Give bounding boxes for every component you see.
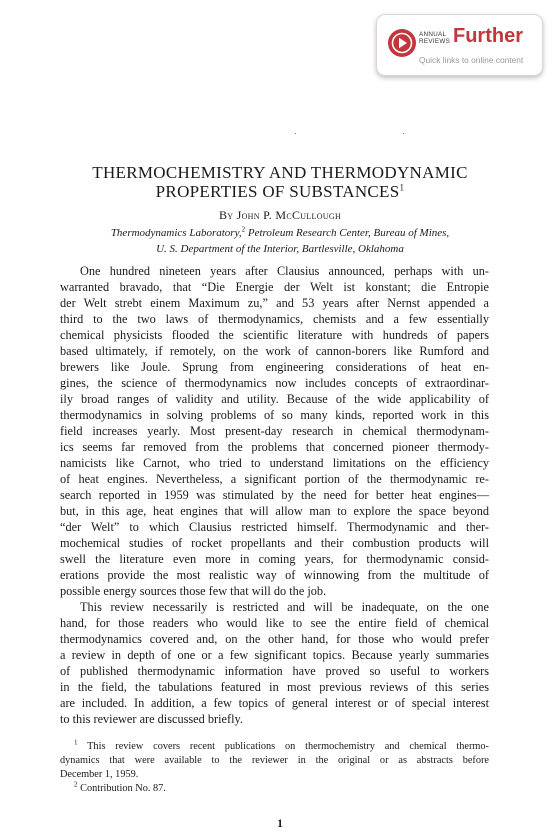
scan-speck bbox=[403, 133, 404, 134]
brand-line-1: ANNUAL bbox=[419, 31, 447, 38]
annual-reviews-wordmark bbox=[419, 31, 450, 45]
footnote-1-line: dynamics that were available to the reviewer in the original or as abstracts before bbox=[60, 755, 489, 766]
affiliation-lab: Thermodynamics Laboratory, bbox=[110, 227, 242, 239]
text-line: a review in depth of one or a few significant topics. Because yearly summaries bbox=[60, 648, 489, 662]
title-footnote-mark: 1 bbox=[399, 182, 405, 193]
text-line: possible energy sources those few that will do the job. bbox=[60, 584, 327, 598]
further-subtitle: Quick links to online content bbox=[419, 55, 524, 65]
text-line: chemical physicists flooded the scientific literature with hundreds of papers bbox=[60, 328, 489, 342]
footnote-2-line bbox=[74, 782, 489, 796]
text-line: “der Welt” to which Clausius restricted himself. Thermodynamic and ther- bbox=[60, 520, 489, 534]
text-line: One hundred nineteen years after Clausius announced, perhaps with un- bbox=[80, 264, 489, 278]
footnote-1-line bbox=[74, 740, 489, 754]
affiliation-line-2: U. S. Department of the Interior, Bartlesville, Oklahoma bbox=[156, 243, 404, 255]
text-line: warranted bravado, that “Die Energie der Welt ist konstant; die Entropie bbox=[60, 280, 489, 294]
text-line: to this reviewer are discussed briefly. bbox=[60, 712, 243, 726]
text-line: mochemical studies of rocket propellants and their combustion products will bbox=[60, 536, 489, 550]
brand-line-2: REVIEWS bbox=[419, 38, 451, 45]
text-line: namicists like Carnot, who tried to understand limitations on the efficiency bbox=[60, 456, 489, 470]
further-banner[interactable] bbox=[376, 14, 543, 76]
annual-reviews-play-icon bbox=[387, 28, 417, 58]
text-line: in the field, the tabulations featured in most previous reviews of this series bbox=[60, 680, 489, 694]
text-line: but, in this age, heat engines that will allow man to explore the space beyond bbox=[60, 504, 489, 518]
text-line: based ultimately, if remotely, on the work of cannon-borers like Rumford and bbox=[60, 344, 489, 358]
footnote-2-mark: 2 bbox=[74, 780, 78, 789]
text-line: field increases yearly. Most present-day research in chemical thermodynam- bbox=[60, 424, 489, 438]
affiliation-center: Petroleum Research Center, Bureau of Mines, bbox=[245, 227, 450, 239]
text-line: thermodynamics covered and, on the other hand, for those who would prefer bbox=[60, 632, 489, 646]
article-title-line-1 bbox=[0, 163, 560, 183]
footnote-1-mark: 1 bbox=[74, 738, 78, 747]
text-line: ics seems far removed from the problems that concerned pioneer thermody- bbox=[60, 440, 489, 454]
page-number: 1 bbox=[277, 818, 283, 830]
text-line: search reported in 1959 was stimulated by the need for better heat engines— bbox=[60, 488, 489, 502]
footnote-1-line: December 1, 1959. bbox=[60, 769, 139, 780]
scan-speck bbox=[295, 133, 296, 134]
footnote-2-text: Contribution No. 87. bbox=[77, 783, 166, 794]
text-line: swell the literature even more in coming years, for thermodynamic consid- bbox=[60, 552, 489, 566]
text-line: hand, for those readers who would like to see the entire field of chemical bbox=[60, 616, 489, 630]
text-line: thermodynamics in solving problems of so many kinds, reported work in this bbox=[60, 408, 489, 422]
text-line: third to the two laws of thermodynamics, chemists and a few essentially bbox=[60, 312, 489, 326]
author-byline: By John P. McCullough bbox=[218, 208, 342, 222]
text-line: erations provide the most realistic way of winnowing from the multitude of bbox=[60, 568, 489, 582]
further-title: Further bbox=[453, 25, 523, 47]
text-line: of heat engines. Nevertheless, a significant portion of the thermodynamic re- bbox=[60, 472, 489, 486]
affiliation-line-1 bbox=[0, 225, 560, 241]
text-line: der Welt strebt einem Maximum zu,” and 53 years after Nernst appended a bbox=[60, 296, 489, 310]
text-line: brewers like Joule. Sprung from engineering considerations of heat en- bbox=[60, 360, 489, 374]
title-text-1: THERMOCHEMISTRY AND THERMODYNAMIC bbox=[92, 163, 468, 182]
text-line: of published thermodynamic information have proved so useful to workers bbox=[60, 664, 489, 678]
title-text-2: PROPERTIES OF SUBSTANCES bbox=[155, 182, 400, 201]
text-line: gines, the science of thermodynamics now includes concepts of extraordinar- bbox=[60, 376, 489, 390]
text-line: ily broad ranges of validity and utility. Because of the wide applicability of bbox=[60, 392, 489, 406]
text-line: This review necessarily is restricted and will be inadequate, on the one bbox=[80, 600, 489, 614]
text-line: are included. In addition, a few topics of general interest or of special interest bbox=[60, 696, 489, 710]
article-title-line-2 bbox=[0, 182, 560, 202]
affiliation-footnote-mark: 2 bbox=[241, 225, 246, 234]
footnote-1-text: This review covers recent publications on thermochemistry and chemical thermo- bbox=[77, 741, 489, 752]
